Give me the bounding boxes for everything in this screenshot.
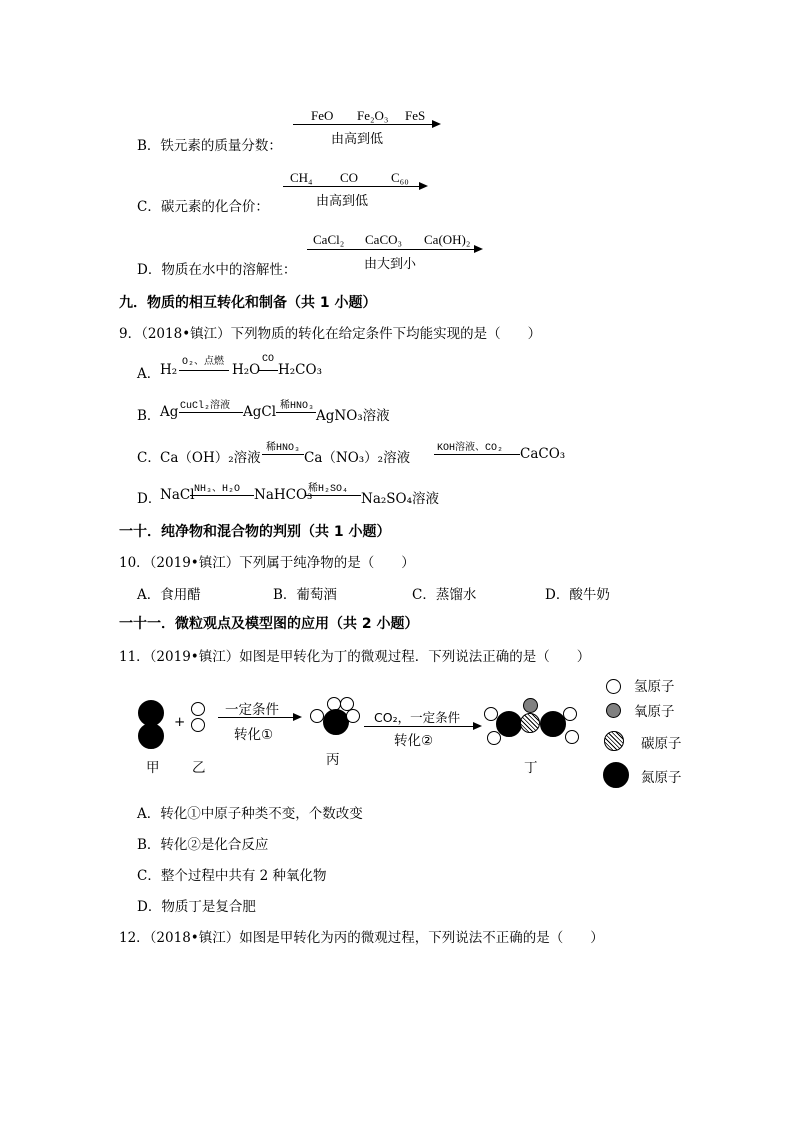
- order-arrow-line: [293, 124, 433, 125]
- nitrogen-atom: [496, 711, 522, 737]
- question-stem: 11．（2019•镇江）如图是甲转化为丁的微观过程．下列说法正确的是（ ）: [119, 649, 591, 665]
- nitrogen-atom: [138, 723, 164, 749]
- option-c-prefix: C．碳元素的化合价：: [137, 199, 269, 215]
- transformation-arrow: [364, 726, 474, 727]
- arrow2-condition: CO₂，一定条件: [374, 710, 461, 725]
- option-b: B．转化②是化合反应: [137, 837, 269, 853]
- option-b: B．葡萄酒: [273, 587, 337, 603]
- plus-sign: +: [174, 714, 186, 730]
- option-d: D．物质丁是复合肥: [137, 899, 256, 915]
- order-arrow-line: [283, 186, 420, 187]
- intermediate: NaHCO₃: [254, 487, 313, 503]
- arrow1-label: 转化①: [234, 727, 274, 743]
- hydrogen-atom: [565, 730, 579, 744]
- reaction-arrow: [305, 495, 361, 496]
- reaction-arrow: [179, 412, 243, 413]
- section-heading: 一十．纯净物和混合物的判别（共 1 小题）: [119, 524, 391, 540]
- reaction-arrow: [276, 412, 316, 413]
- arrow2-label: 转化②: [394, 733, 434, 749]
- legend-hydrogen: 氢原子: [634, 679, 675, 695]
- condition-label: CO: [262, 354, 275, 365]
- option-c: C．蒸馏水: [412, 587, 477, 603]
- hydrogen-atom: [563, 707, 577, 721]
- option-letter: B．: [137, 408, 161, 424]
- arrow-label: 由大到小: [364, 257, 417, 272]
- option-d-item-3: Ca(OH)₂: [424, 232, 471, 247]
- option-b-item-2: Fe₂O₃: [357, 108, 389, 123]
- option-letter: C．: [137, 450, 161, 466]
- hydrogen-legend-icon: [606, 679, 621, 694]
- hydrogen-atom: [191, 718, 205, 732]
- reaction-arrow: [179, 370, 229, 371]
- option-a: A．食用醋: [137, 587, 201, 603]
- option-d-item-2: CaCO₃: [365, 232, 403, 247]
- condition-label: 稀HNO₃: [266, 443, 301, 454]
- condition-label: O₂、点燃: [182, 357, 225, 368]
- transformation-arrow: [218, 717, 294, 718]
- option-c-item-3: C₆₀: [391, 170, 409, 185]
- condition-label: CuCl₂溶液: [180, 401, 231, 412]
- label-ding: 丁: [524, 760, 538, 776]
- option-a: A．转化①中原子种类不变，个数改变: [137, 806, 363, 822]
- arrow1-condition: 一定条件: [225, 702, 279, 718]
- hydrogen-atom: [346, 709, 360, 723]
- reactant: H₂: [160, 362, 178, 378]
- arrow-head-icon: [293, 713, 302, 721]
- question-stem: 10．（2019•镇江）下列属于纯净物的是（ ）: [119, 555, 415, 571]
- reactant: Ca（OH）₂溶液: [160, 450, 261, 466]
- arrow-head-icon: [419, 182, 428, 190]
- option-d-prefix: D．物质在水中的溶解性：: [137, 262, 297, 278]
- intermediate: AgCl: [243, 404, 277, 420]
- oxygen-legend-icon: [606, 703, 621, 718]
- option-c: C．整个过程中共有 2 种氧化物: [137, 868, 327, 884]
- legend-oxygen: 氧原子: [634, 704, 675, 720]
- option-b-item-1: FeO: [311, 108, 334, 123]
- order-arrow-line: [307, 249, 475, 250]
- label-jia: 甲: [146, 760, 160, 776]
- section-heading: 九．物质的相互转化和制备（共 1 小题）: [119, 295, 377, 311]
- product: Na₂SO₄溶液: [361, 491, 440, 507]
- reaction-arrow: [262, 454, 304, 455]
- product: H₂CO₃: [278, 362, 322, 378]
- option-b-prefix: B．铁元素的质量分数：: [137, 138, 282, 154]
- question-stem: 12．（2018•镇江）如图是甲转化为丙的微观过程，下列说法不正确的是（ ）: [119, 930, 604, 946]
- product: CaCO₃: [520, 446, 566, 462]
- label-yi: 乙: [192, 760, 206, 776]
- option-letter: A．: [137, 366, 161, 382]
- reactant: NaCl: [160, 487, 195, 503]
- reactant: Ag: [160, 404, 179, 420]
- legend-carbon: 碳原子: [641, 736, 682, 752]
- condition-label: NH₃、H₂O: [194, 484, 241, 495]
- nitrogen-legend-icon: [603, 762, 629, 788]
- reaction-arrow: [258, 370, 278, 371]
- option-c-item-2: CO: [340, 170, 359, 185]
- hydrogen-atom: [191, 702, 205, 716]
- condition-label: 稀H₂SO₄: [308, 484, 349, 495]
- carbon-legend-icon: [604, 731, 624, 751]
- option-letter: D．: [137, 491, 162, 507]
- arrow-label: 由高到低: [331, 132, 384, 147]
- arrow-label: 由高到低: [316, 194, 369, 209]
- product: AgNO₃溶液: [316, 408, 390, 424]
- option-c-item-1: CH₄: [290, 170, 313, 185]
- option-b-item-3: FeS: [405, 108, 426, 123]
- hydrogen-atom: [310, 709, 324, 723]
- intermediate: Ca（NO₃）₂溶液: [304, 450, 411, 466]
- arrow-head-icon: [474, 245, 483, 253]
- question-stem: 9．（2018•镇江）下列物质的转化在给定条件下均能实现的是（ ）: [119, 326, 542, 342]
- arrow-head-icon: [473, 722, 482, 730]
- option-d-item-1: CaCl₂: [313, 232, 345, 247]
- condition-label: KOH溶液、CO₂: [437, 443, 504, 454]
- condition-label: 稀HNO₃: [280, 401, 315, 412]
- carbon-atom: [520, 713, 540, 733]
- oxygen-atom: [523, 698, 538, 713]
- reaction-arrow: [190, 495, 254, 496]
- label-bing: 丙: [326, 752, 340, 768]
- section-heading: 一十一．微粒观点及模型图的应用（共 2 小题）: [119, 616, 419, 632]
- intermediate: H₂O: [232, 362, 261, 378]
- arrow-head-icon: [432, 120, 441, 128]
- nitrogen-atom: [323, 709, 349, 735]
- option-d: D．酸牛奶: [545, 587, 610, 603]
- reaction-arrow: [434, 454, 520, 455]
- legend-nitrogen: 氮原子: [641, 770, 682, 786]
